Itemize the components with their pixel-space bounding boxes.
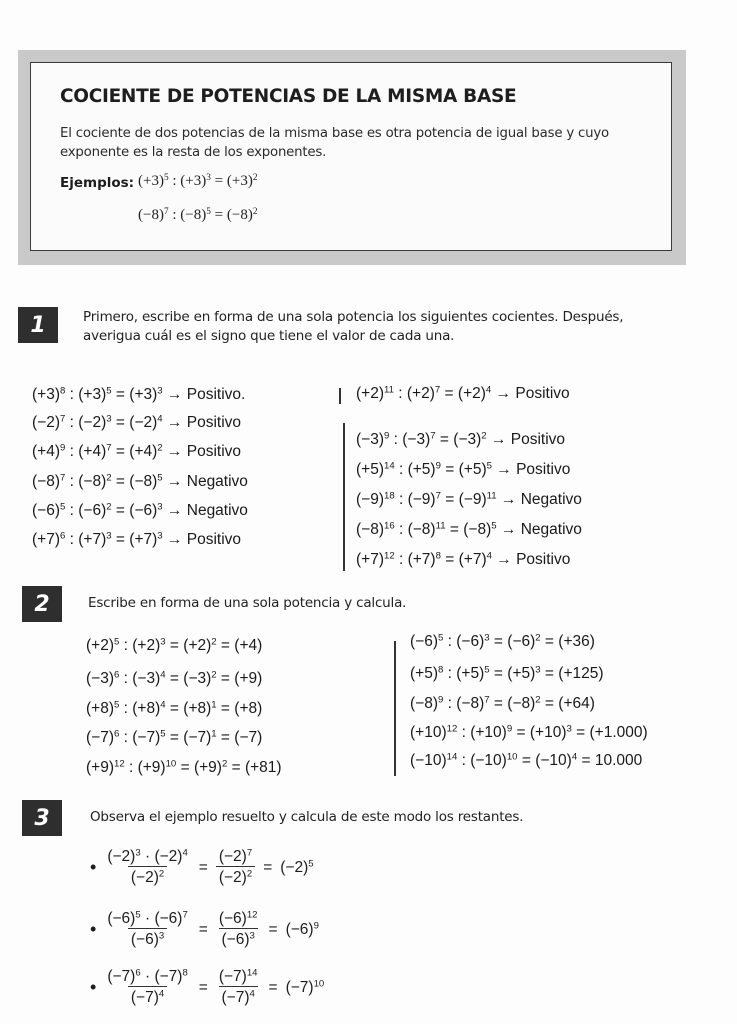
power: $(+5)^8$ (410, 664, 444, 682)
power: $(-6)^3$ (130, 930, 165, 948)
power: $(-8)^2$ (507, 694, 541, 712)
bullet-icon: • (90, 977, 97, 997)
power: $(-6)^5$ (107, 909, 141, 927)
equation-row: $(-9)^{18}$ : $(-9)^7 = (-9)^{11}$ → Negativo (356, 490, 582, 508)
example-2: $(-8)^7$ : $(-8)^5 = (-8)^2$ (138, 206, 258, 223)
sign-result: Positivo (516, 551, 571, 568)
power: $(-2)^2$ (218, 868, 253, 886)
sign-result: Positivo (516, 461, 571, 478)
equation-row: $(+5)^8$ : $(+5)^5 = (+5)^3 = (+125)$ (410, 664, 604, 682)
fraction (216, 910, 261, 949)
power: $(+2)^7$ (406, 384, 441, 402)
power: $(-2)^2$ (130, 868, 165, 886)
power: $(-8)^7$ (456, 694, 490, 712)
equation-row: $(+10)^{12}$ : $(+10)^9 = (+10)^3 = (+1.000)$ (410, 723, 648, 741)
power: $(-7)^5$ (132, 728, 166, 746)
power: $(+3)^3$ (129, 385, 163, 403)
power: $(-6)^{12}$ (218, 909, 258, 927)
power: $(-7)^6$ (107, 967, 141, 985)
power: $(+8)^4$ (132, 699, 166, 717)
sign-result: Positivo (186, 531, 242, 548)
equation-row: $(-8)^9$ : $(-8)^7 = (-8)^2 = (+64)$ (410, 694, 595, 712)
power: $(-3)^7$ (402, 430, 436, 448)
power: $(-3)^2$ (183, 669, 217, 687)
equation-row: $(+5)^{14}$ : $(+5)^9 = (+5)^5$ → Positivo (356, 460, 571, 478)
power: $(-7)^{10}$ (285, 978, 325, 996)
power: $(+2)^5$ (86, 636, 120, 654)
exercise-3-badge: 3 (22, 800, 62, 836)
power: $(-8)^{11}$ (407, 520, 446, 538)
equation-row: $(-6)^5$ : $(-6)^3 = (-6)^2 = (+36)$ (410, 632, 595, 650)
value-result: 10.000 (594, 752, 643, 769)
power: $(+4)^7$ (78, 442, 112, 460)
value-result: (+64) (558, 695, 595, 712)
power: $(+5)^3$ (507, 664, 541, 682)
equation-row: $(-2)^7$ : $(-2)^3 = (-2)^4$ → Positivo (32, 413, 242, 431)
power: $(-6)^2$ (78, 501, 112, 519)
power: $(-10)^{14}$ (410, 751, 458, 769)
power: $(+8)^1$ (183, 699, 217, 717)
power: $(-8)^5$ (129, 472, 163, 490)
power: $(-7)^4$ (221, 988, 255, 1006)
power: $(-3)^6$ (86, 669, 120, 687)
power: $(-3)^9$ (356, 430, 390, 448)
equation-row: $(+9)^{12}$ : $(+9)^{10} = (+9)^2 = (+81)$ (86, 758, 282, 776)
power: $(+8)^5$ (86, 699, 120, 717)
power: $(+5)^5$ (456, 664, 490, 682)
power: $(-7)^6$ (86, 728, 120, 746)
equation-row: $(-8)^7$ : $(-8)^2 = (-8)^5$ → Negativo (32, 472, 248, 490)
exercise-3-instruction: Observa el ejemplo resuelto y calcula de este modo los restantes. (90, 809, 524, 825)
power: $(+2)^3$ (132, 636, 166, 654)
power: $(-10)^{10}$ (470, 751, 518, 769)
equation-row: $(-6)^5$ : $(-6)^2 = (-6)^3$ → Negativo (32, 501, 248, 519)
sign-result: Negativo (186, 473, 248, 490)
power: $(-8)^7$ (32, 472, 66, 490)
power: $(-8)^{16}$ (356, 520, 395, 538)
fraction (216, 968, 261, 1007)
equation-row: $(-8)^{16}$ : $(-8)^{11} = (-8)^5$ → Negativo (356, 520, 582, 538)
equation-row: $(-10)^{14}$ : $(-10)^{10} = (-10)^4 = 10.000$ (410, 751, 643, 769)
power: $(-2)^7$ (32, 413, 66, 431)
power: $(+2)^{11}$ (356, 384, 394, 402)
fraction: $\frac{(-6)^5 \cdot (-6)^7}{(-6)^3}$ (107, 909, 188, 948)
equation-row: $(-3)^6$ : $(-3)^4 = (-3)^2 = (+9)$ (86, 669, 263, 687)
equation-row: $(+2)^5$ : $(+2)^3 = (+2)^2 = (+4)$ (86, 636, 263, 654)
power: $(+5)^{14}$ (356, 460, 395, 478)
bullet-icon: • (90, 919, 97, 939)
power: $(-7)^{14}$ (218, 967, 258, 985)
equation-row: $(-7)^6$ : $(-7)^5 = (-7)^1 = (-7)$ (86, 728, 263, 746)
equation-row: $(+2)^{11}$ : $(+2)^7 = (+2)^4$ → Positivo (356, 384, 570, 402)
power: $(+9)^{12}$ (86, 758, 125, 776)
divider (343, 423, 345, 571)
power: $(-2)^4$ (154, 847, 188, 865)
value-result: (+4) (234, 637, 263, 654)
power: $(+10)^{12}$ (410, 723, 458, 741)
power: $(+5)^5$ (458, 460, 492, 478)
power: $(+10)^3$ (529, 723, 572, 741)
equation-row: $(+4)^9$ : $(+4)^7 = (+4)^2$ → Positivo (32, 442, 242, 460)
exercise-2-badge: 2 (22, 586, 62, 622)
power: $(-2)^3$ (78, 413, 112, 431)
power: $(+10)^9$ (470, 723, 513, 741)
examples-label: Ejemplos: (60, 175, 135, 191)
value-result: (+125) (558, 665, 604, 682)
fraction: $\frac{(-7)^6 \cdot (-7)^8}{(-7)^4}$ (107, 967, 188, 1006)
equation-row: $(+8)^5$ : $(+8)^4 = (+8)^1 = (+8)$ (86, 699, 263, 717)
power: $(-6)^9$ (285, 920, 319, 938)
exercise-2-instruction: Escribe en forma de una sola potencia y calcula. (88, 595, 407, 611)
theory-definition: El cociente de dos potencias de la misma base es otra potencia de igual base y cuyo exponente es la resta de los exponentes. (60, 126, 609, 160)
divider (339, 388, 341, 404)
equation-row: $(+7)^{12}$ : $(+7)^8 = (+7)^4$ → Positivo (356, 550, 571, 568)
power: $(-2)^3$ (107, 847, 141, 865)
sign-result: Negativo (520, 491, 582, 508)
power: $(+7)^{12}$ (356, 550, 395, 568)
power: $(+7)^3$ (129, 530, 163, 548)
power: $(-9)^{11}$ (458, 490, 497, 508)
power: $(-6)^3$ (221, 930, 255, 948)
bullet-icon: • (90, 857, 97, 877)
value-result: (+36) (558, 633, 595, 650)
power: $(-6)^3$ (456, 632, 490, 650)
theory-title: COCIENTE DE POTENCIAS DE LA MISMA BASE (60, 86, 517, 107)
power: $(+3)^5$ (78, 385, 112, 403)
equation-row: $(-3)^9$ : $(-3)^7 = (-3)^2$ → Positivo (356, 430, 566, 448)
fraction-row: • $\frac{(-7)^6 \cdot (-7)^8}{(-7)^4}$ = $\frac{(-7)^{14}}{(-7)^4}$ = $(-7)^{10}$ (90, 967, 325, 1006)
value-result: (+9) (234, 670, 263, 687)
power: $(+7)^6$ (32, 530, 66, 548)
power: $(-6)^3$ (129, 501, 163, 519)
value-result: (−7) (234, 729, 263, 746)
power: $(-7)^4$ (130, 988, 165, 1006)
power: $(-6)^5$ (32, 501, 66, 519)
divider (394, 641, 396, 776)
equation-row: $(+7)^6$ : $(+7)^3 = (+7)^3$ → Positivo (32, 530, 242, 548)
power: $(-2)^7$ (218, 847, 253, 865)
fraction: $\frac{(-2)^3 \cdot (-2)^4}{(-2)^2}$ (107, 847, 188, 886)
power: $(-2)^5$ (280, 858, 314, 876)
power: $(+7)^8$ (407, 550, 441, 568)
fraction-row: • $\frac{(-6)^5 \cdot (-6)^7}{(-6)^3}$ = $\frac{(-6)^{12}}{(-6)^3}$ = $(-6)^9$ (90, 909, 319, 948)
value-result: (+1.000) (589, 724, 648, 741)
power: $(+4)^9$ (32, 442, 66, 460)
fraction-row: • $\frac{(-2)^3 \cdot (-2)^4}{(-2)^2}$ = $\frac{(-2)^7}{(-2)^2}$ = $(-2)^5$ (90, 847, 314, 886)
power: $(+4)^2$ (129, 442, 163, 460)
power: $(+7)^4$ (458, 550, 492, 568)
sign-result: Positivo (186, 414, 242, 431)
example-1: $(+3)^5$ : $(+3)^3 = (+3)^2$ (138, 172, 258, 189)
power: $(-6)^7$ (154, 909, 188, 927)
power: $(+3)^8$ (32, 385, 66, 403)
power: $(-3)^4$ (132, 669, 166, 687)
sign-result: Negativo (186, 502, 248, 519)
sign-result: Positivo (510, 431, 566, 448)
power: $(-2)^4$ (129, 413, 163, 431)
fraction (216, 848, 255, 887)
power: $(-8)^2$ (78, 472, 112, 490)
power: $(-6)^2$ (507, 632, 541, 650)
sign-result: Positivo (186, 443, 242, 460)
value-result: (+8) (234, 700, 263, 717)
power: $(-8)^9$ (410, 694, 444, 712)
power: $(+7)^3$ (78, 530, 112, 548)
sign-result: Positivo (515, 385, 570, 402)
sign-result: Negativo (520, 521, 582, 538)
power: $(-7)^8$ (154, 967, 188, 985)
equation-row: $(+3)^8$ : $(+3)^5 = (+3)^3$ → Positivo. (32, 385, 246, 403)
sign-result: Positivo. (186, 386, 246, 403)
power: $(-10)^4$ (535, 751, 578, 769)
power: $(-9)^7$ (407, 490, 441, 508)
power: $(-9)^{18}$ (356, 490, 395, 508)
exercise-1-badge: 1 (18, 307, 58, 343)
power: $(+9)^{10}$ (137, 758, 177, 776)
power: $(+5)^9$ (407, 460, 441, 478)
power: $(-3)^2$ (453, 430, 487, 448)
power: $(-6)^5$ (410, 632, 444, 650)
power: $(+9)^2$ (193, 758, 228, 776)
power: $(+2)^2$ (183, 636, 217, 654)
power: $(-7)^1$ (183, 728, 217, 746)
power: $(-8)^5$ (463, 520, 497, 538)
power: $(+2)^4$ (457, 384, 492, 402)
exercise-1-instruction: Primero, escribe en forma de una sola potencia los siguientes cocientes. Después, averigua cuál es el signo que tiene el valor de cada una. (83, 309, 624, 344)
value-result: (+81) (244, 759, 282, 776)
